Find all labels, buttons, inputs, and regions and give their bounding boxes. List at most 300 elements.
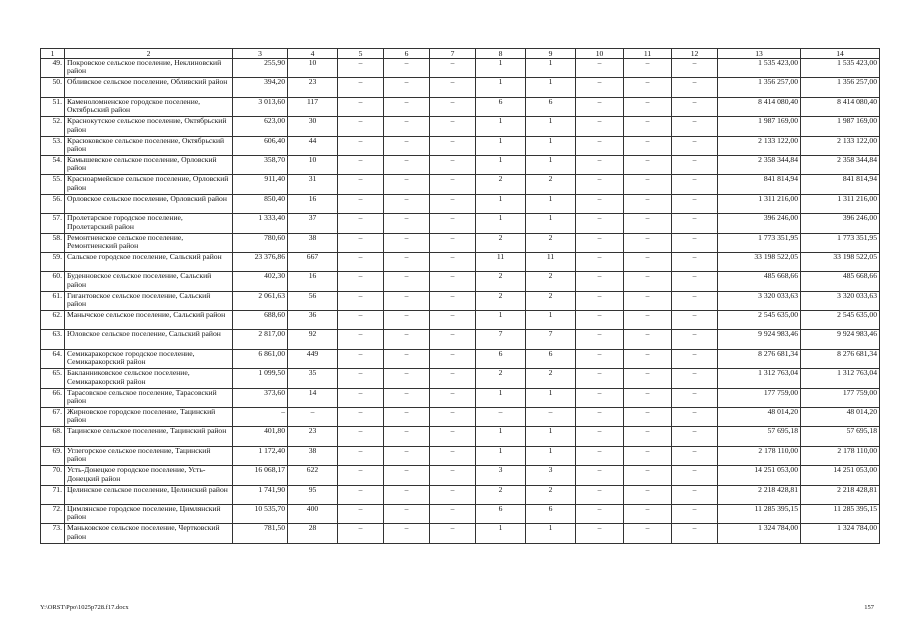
- col11-value: –: [624, 504, 672, 523]
- column-header: 5: [338, 49, 384, 59]
- col11-value: –: [624, 311, 672, 330]
- row-number: 56.: [41, 194, 65, 213]
- count-value: 400: [288, 504, 338, 523]
- settlement-name: Ремонтненское сельское поселение, Ремонтненский район: [65, 233, 233, 252]
- col8-value: –: [476, 408, 526, 427]
- amount-value: 2 545 635,00: [718, 311, 801, 330]
- col10-value: –: [576, 117, 624, 136]
- col9-value: 7: [526, 330, 576, 349]
- col9-value: 2: [526, 233, 576, 252]
- col5-value: –: [338, 214, 384, 233]
- row-number: 53.: [41, 136, 65, 155]
- col9-value: 2: [526, 485, 576, 504]
- col8-value: 6: [476, 504, 526, 523]
- table-row: [41, 427, 880, 446]
- col9-value: 1: [526, 78, 576, 97]
- amount-value: 1 324 784,00: [718, 524, 801, 543]
- col9-value: 1: [526, 117, 576, 136]
- col8-value: 7: [476, 330, 526, 349]
- count-value: 44: [288, 136, 338, 155]
- row-number: 69.: [41, 446, 65, 465]
- col12-value: –: [672, 136, 718, 155]
- col6-value: –: [384, 291, 430, 310]
- total-value: 8 414 080,40: [801, 97, 880, 116]
- row-number: 71.: [41, 485, 65, 504]
- count-value: 23: [288, 78, 338, 97]
- col9-value: 1: [526, 136, 576, 155]
- col12-value: –: [672, 408, 718, 427]
- settlement-name: Бакланниковское сельское поселение, Семикаракорский район: [65, 369, 233, 388]
- col9-value: 11: [526, 252, 576, 271]
- col7-value: –: [430, 97, 476, 116]
- table-row: [41, 233, 880, 252]
- col6-value: –: [384, 136, 430, 155]
- col10-value: –: [576, 214, 624, 233]
- col8-value: 6: [476, 349, 526, 368]
- col9-value: 1: [526, 194, 576, 213]
- col9-value: 2: [526, 369, 576, 388]
- amount-value: 1 311 216,00: [718, 194, 801, 213]
- column-header: 4: [288, 49, 338, 59]
- total-value: 2 545 635,00: [801, 311, 880, 330]
- table-row: [41, 59, 880, 78]
- column-header: 13: [718, 49, 801, 59]
- table-row: [41, 252, 880, 271]
- col12-value: –: [672, 252, 718, 271]
- area-value: 394,20: [233, 78, 288, 97]
- total-value: 9 924 983,46: [801, 330, 880, 349]
- col5-value: –: [338, 252, 384, 271]
- row-number: 55.: [41, 175, 65, 194]
- col5-value: –: [338, 291, 384, 310]
- col12-value: –: [672, 97, 718, 116]
- col9-value: 2: [526, 291, 576, 310]
- count-value: 95: [288, 485, 338, 504]
- col8-value: 1: [476, 136, 526, 155]
- col11-value: –: [624, 136, 672, 155]
- table-row: [41, 136, 880, 155]
- col6-value: –: [384, 330, 430, 349]
- table-row: [41, 97, 880, 116]
- col11-value: –: [624, 524, 672, 543]
- area-value: 911,40: [233, 175, 288, 194]
- col10-value: –: [576, 78, 624, 97]
- col9-value: 6: [526, 504, 576, 523]
- col8-value: 1: [476, 427, 526, 446]
- total-value: 48 014,20: [801, 408, 880, 427]
- col6-value: –: [384, 369, 430, 388]
- count-value: 38: [288, 233, 338, 252]
- col11-value: –: [624, 59, 672, 78]
- col9-value: 2: [526, 272, 576, 291]
- col10-value: –: [576, 485, 624, 504]
- amount-value: 396 246,00: [718, 214, 801, 233]
- area-value: 2 061,63: [233, 291, 288, 310]
- col9-value: 1: [526, 214, 576, 233]
- total-value: 3 320 033,63: [801, 291, 880, 310]
- count-value: 38: [288, 446, 338, 465]
- col8-value: 1: [476, 524, 526, 543]
- settlement-name: Цимлянское городское поселение, Цимлянский район: [65, 504, 233, 523]
- col7-value: –: [430, 504, 476, 523]
- amount-value: 11 285 395,15: [718, 504, 801, 523]
- col10-value: –: [576, 252, 624, 271]
- col5-value: –: [338, 524, 384, 543]
- count-value: 449: [288, 349, 338, 368]
- column-header: 2: [65, 49, 233, 59]
- col6-value: –: [384, 233, 430, 252]
- col7-value: –: [430, 194, 476, 213]
- col6-value: –: [384, 504, 430, 523]
- row-number: 67.: [41, 408, 65, 427]
- settlement-name: Целинское сельское поселение, Целинский район: [65, 485, 233, 504]
- col7-value: –: [430, 252, 476, 271]
- total-value: 177 759,00: [801, 388, 880, 407]
- settlement-name: Гигантовское сельское поселение, Сальский район: [65, 291, 233, 310]
- col9-value: 1: [526, 446, 576, 465]
- col5-value: –: [338, 175, 384, 194]
- col5-value: –: [338, 233, 384, 252]
- settlement-name: Красюковское сельское поселение, Октябрьский район: [65, 136, 233, 155]
- total-value: 8 276 681,34: [801, 349, 880, 368]
- col8-value: 1: [476, 155, 526, 174]
- col11-value: –: [624, 446, 672, 465]
- col5-value: –: [338, 272, 384, 291]
- total-value: 2 133 122,00: [801, 136, 880, 155]
- col9-value: –: [526, 408, 576, 427]
- amount-value: 1 987 169,00: [718, 117, 801, 136]
- amount-value: 1 535 423,00: [718, 59, 801, 78]
- row-number: 64.: [41, 349, 65, 368]
- table-row: [41, 175, 880, 194]
- col6-value: –: [384, 427, 430, 446]
- col11-value: –: [624, 349, 672, 368]
- settlement-name: Тарасовское сельское поселение, Тарасовский район: [65, 388, 233, 407]
- total-value: 1 311 216,00: [801, 194, 880, 213]
- col10-value: –: [576, 272, 624, 291]
- settlement-name: Тацинское сельское поселение, Тацинский район: [65, 427, 233, 446]
- col11-value: –: [624, 330, 672, 349]
- settlement-name: Манычское сельское поселение, Сальский район: [65, 311, 233, 330]
- table-row: [41, 194, 880, 213]
- col6-value: –: [384, 175, 430, 194]
- area-value: 401,80: [233, 427, 288, 446]
- col5-value: –: [338, 59, 384, 78]
- amount-value: 48 014,20: [718, 408, 801, 427]
- col7-value: –: [430, 524, 476, 543]
- col7-value: –: [430, 272, 476, 291]
- total-value: 1 773 351,95: [801, 233, 880, 252]
- col11-value: –: [624, 214, 672, 233]
- area-value: 850,40: [233, 194, 288, 213]
- header-row: [41, 49, 880, 59]
- col11-value: –: [624, 175, 672, 194]
- settlement-name: Камышевское сельское поселение, Орловский район: [65, 155, 233, 174]
- col10-value: –: [576, 369, 624, 388]
- col8-value: 1: [476, 59, 526, 78]
- col11-value: –: [624, 291, 672, 310]
- settlement-name: Маньковское сельское поселение, Чертковский район: [65, 524, 233, 543]
- row-number: 62.: [41, 311, 65, 330]
- col8-value: 6: [476, 97, 526, 116]
- col5-value: –: [338, 388, 384, 407]
- col5-value: –: [338, 504, 384, 523]
- amount-value: 8 414 080,40: [718, 97, 801, 116]
- col8-value: 1: [476, 311, 526, 330]
- col12-value: –: [672, 485, 718, 504]
- col8-value: 2: [476, 272, 526, 291]
- table-row: [41, 466, 880, 485]
- col9-value: 6: [526, 349, 576, 368]
- col5-value: –: [338, 466, 384, 485]
- amount-value: 2 178 110,00: [718, 446, 801, 465]
- col8-value: 1: [476, 446, 526, 465]
- total-value: 396 246,00: [801, 214, 880, 233]
- count-value: 37: [288, 214, 338, 233]
- area-value: 373,60: [233, 388, 288, 407]
- amount-value: 1 773 351,95: [718, 233, 801, 252]
- data-table: [40, 48, 880, 544]
- col11-value: –: [624, 97, 672, 116]
- count-value: –: [288, 408, 338, 427]
- column-header: 7: [430, 49, 476, 59]
- column-header: 9: [526, 49, 576, 59]
- col5-value: –: [338, 330, 384, 349]
- col7-value: –: [430, 349, 476, 368]
- table-row: [41, 291, 880, 310]
- table-row: [41, 388, 880, 407]
- table-row: [41, 446, 880, 465]
- amount-value: 485 668,66: [718, 272, 801, 291]
- count-value: 10: [288, 155, 338, 174]
- count-value: 667: [288, 252, 338, 271]
- total-value: 1 987 169,00: [801, 117, 880, 136]
- col12-value: –: [672, 194, 718, 213]
- amount-value: 57 695,18: [718, 427, 801, 446]
- col7-value: –: [430, 388, 476, 407]
- total-value: 11 285 395,15: [801, 504, 880, 523]
- col8-value: 1: [476, 388, 526, 407]
- settlement-name: Краснокутское сельское поселение, Октябрьский район: [65, 117, 233, 136]
- col12-value: –: [672, 59, 718, 78]
- row-number: 73.: [41, 524, 65, 543]
- col5-value: –: [338, 117, 384, 136]
- area-value: 6 861,00: [233, 349, 288, 368]
- col10-value: –: [576, 330, 624, 349]
- col10-value: –: [576, 504, 624, 523]
- amount-value: 177 759,00: [718, 388, 801, 407]
- area-value: –: [233, 408, 288, 427]
- count-value: 31: [288, 175, 338, 194]
- page-number: 157: [864, 604, 874, 611]
- area-value: 23 376,86: [233, 252, 288, 271]
- total-value: 1 356 257,00: [801, 78, 880, 97]
- settlement-name: Сальское городское поселение, Сальский район: [65, 252, 233, 271]
- amount-value: 3 320 033,63: [718, 291, 801, 310]
- amount-value: 841 814,94: [718, 175, 801, 194]
- settlement-name: Красноармейское сельское поселение, Орловский район: [65, 175, 233, 194]
- col7-value: –: [430, 466, 476, 485]
- column-header: 8: [476, 49, 526, 59]
- count-value: 16: [288, 194, 338, 213]
- col12-value: –: [672, 175, 718, 194]
- row-number: 54.: [41, 155, 65, 174]
- row-number: 70.: [41, 466, 65, 485]
- col7-value: –: [430, 233, 476, 252]
- row-number: 59.: [41, 252, 65, 271]
- area-value: 1 099,50: [233, 369, 288, 388]
- table-row: [41, 524, 880, 543]
- row-number: 60.: [41, 272, 65, 291]
- col9-value: 1: [526, 155, 576, 174]
- col10-value: –: [576, 349, 624, 368]
- col11-value: –: [624, 369, 672, 388]
- col6-value: –: [384, 59, 430, 78]
- column-header: 11: [624, 49, 672, 59]
- row-number: 51.: [41, 97, 65, 116]
- col9-value: 1: [526, 311, 576, 330]
- table-row: [41, 485, 880, 504]
- total-value: 1 535 423,00: [801, 59, 880, 78]
- col12-value: –: [672, 291, 718, 310]
- col11-value: –: [624, 252, 672, 271]
- count-value: 36: [288, 311, 338, 330]
- total-value: 57 695,18: [801, 427, 880, 446]
- total-value: 14 251 053,00: [801, 466, 880, 485]
- col12-value: –: [672, 504, 718, 523]
- col5-value: –: [338, 349, 384, 368]
- table-row: [41, 369, 880, 388]
- col7-value: –: [430, 369, 476, 388]
- amount-value: 1 312 763,04: [718, 369, 801, 388]
- col9-value: 1: [526, 59, 576, 78]
- total-value: 2 218 428,81: [801, 485, 880, 504]
- col8-value: 1: [476, 214, 526, 233]
- area-value: 16 068,17: [233, 466, 288, 485]
- total-value: 1 312 763,04: [801, 369, 880, 388]
- col7-value: –: [430, 408, 476, 427]
- col12-value: –: [672, 349, 718, 368]
- col7-value: –: [430, 330, 476, 349]
- area-value: 402,30: [233, 272, 288, 291]
- area-value: 1 172,40: [233, 446, 288, 465]
- col12-value: –: [672, 388, 718, 407]
- area-value: 623,00: [233, 117, 288, 136]
- col10-value: –: [576, 311, 624, 330]
- count-value: 92: [288, 330, 338, 349]
- amount-value: 8 276 681,34: [718, 349, 801, 368]
- area-value: 3 013,60: [233, 97, 288, 116]
- col5-value: –: [338, 194, 384, 213]
- col12-value: –: [672, 272, 718, 291]
- col9-value: 1: [526, 427, 576, 446]
- col6-value: –: [384, 485, 430, 504]
- settlement-name: Каменоломненское городское поселение, Октябрьский район: [65, 97, 233, 116]
- row-number: 68.: [41, 427, 65, 446]
- col10-value: –: [576, 446, 624, 465]
- col10-value: –: [576, 175, 624, 194]
- amount-value: 1 356 257,00: [718, 78, 801, 97]
- footer-file-path: Y:\ORST\Ppo\1025p728.f17.docx: [40, 604, 129, 611]
- col7-value: –: [430, 59, 476, 78]
- settlement-name: Покровское сельское поселение, Неклиновский район: [65, 59, 233, 78]
- amount-value: 2 358 344,84: [718, 155, 801, 174]
- col10-value: –: [576, 233, 624, 252]
- col10-value: –: [576, 291, 624, 310]
- col5-value: –: [338, 136, 384, 155]
- settlement-name: Жирновское городское поселение, Тацинский район: [65, 408, 233, 427]
- col9-value: 1: [526, 524, 576, 543]
- row-number: 66.: [41, 388, 65, 407]
- col11-value: –: [624, 272, 672, 291]
- col11-value: –: [624, 194, 672, 213]
- col5-value: –: [338, 408, 384, 427]
- amount-value: 9 924 983,46: [718, 330, 801, 349]
- col8-value: 2: [476, 175, 526, 194]
- settlement-name: Юловское сельское поселение, Сальский район: [65, 330, 233, 349]
- col11-value: –: [624, 466, 672, 485]
- col5-value: –: [338, 485, 384, 504]
- col7-value: –: [430, 311, 476, 330]
- col5-value: –: [338, 446, 384, 465]
- col5-value: –: [338, 369, 384, 388]
- count-value: 23: [288, 427, 338, 446]
- col12-value: –: [672, 524, 718, 543]
- area-value: 10 535,70: [233, 504, 288, 523]
- col6-value: –: [384, 214, 430, 233]
- settlement-name: Пролетарское городское поселение, Пролетарский район: [65, 214, 233, 233]
- col12-value: –: [672, 78, 718, 97]
- row-number: 57.: [41, 214, 65, 233]
- area-value: 780,60: [233, 233, 288, 252]
- col12-value: –: [672, 466, 718, 485]
- row-number: 58.: [41, 233, 65, 252]
- col12-value: –: [672, 311, 718, 330]
- col6-value: –: [384, 155, 430, 174]
- col11-value: –: [624, 155, 672, 174]
- col8-value: 2: [476, 291, 526, 310]
- col5-value: –: [338, 311, 384, 330]
- col11-value: –: [624, 408, 672, 427]
- row-number: 61.: [41, 291, 65, 310]
- area-value: 606,40: [233, 136, 288, 155]
- amount-value: 33 198 522,05: [718, 252, 801, 271]
- total-value: 2 358 344,84: [801, 155, 880, 174]
- col5-value: –: [338, 427, 384, 446]
- col10-value: –: [576, 155, 624, 174]
- row-number: 49.: [41, 59, 65, 78]
- col8-value: 1: [476, 117, 526, 136]
- area-value: 255,90: [233, 59, 288, 78]
- table-row: [41, 311, 880, 330]
- count-value: 35: [288, 369, 338, 388]
- table-row: [41, 504, 880, 523]
- row-number: 50.: [41, 78, 65, 97]
- settlement-name: Углегорское сельское поселение, Тацинский район: [65, 446, 233, 465]
- amount-value: 2 218 428,81: [718, 485, 801, 504]
- col7-value: –: [430, 485, 476, 504]
- col6-value: –: [384, 117, 430, 136]
- column-header: 14: [801, 49, 880, 59]
- total-value: 485 668,66: [801, 272, 880, 291]
- col6-value: –: [384, 388, 430, 407]
- col8-value: 1: [476, 194, 526, 213]
- col7-value: –: [430, 291, 476, 310]
- total-value: 841 814,94: [801, 175, 880, 194]
- col8-value: 2: [476, 485, 526, 504]
- col11-value: –: [624, 233, 672, 252]
- count-value: 16: [288, 272, 338, 291]
